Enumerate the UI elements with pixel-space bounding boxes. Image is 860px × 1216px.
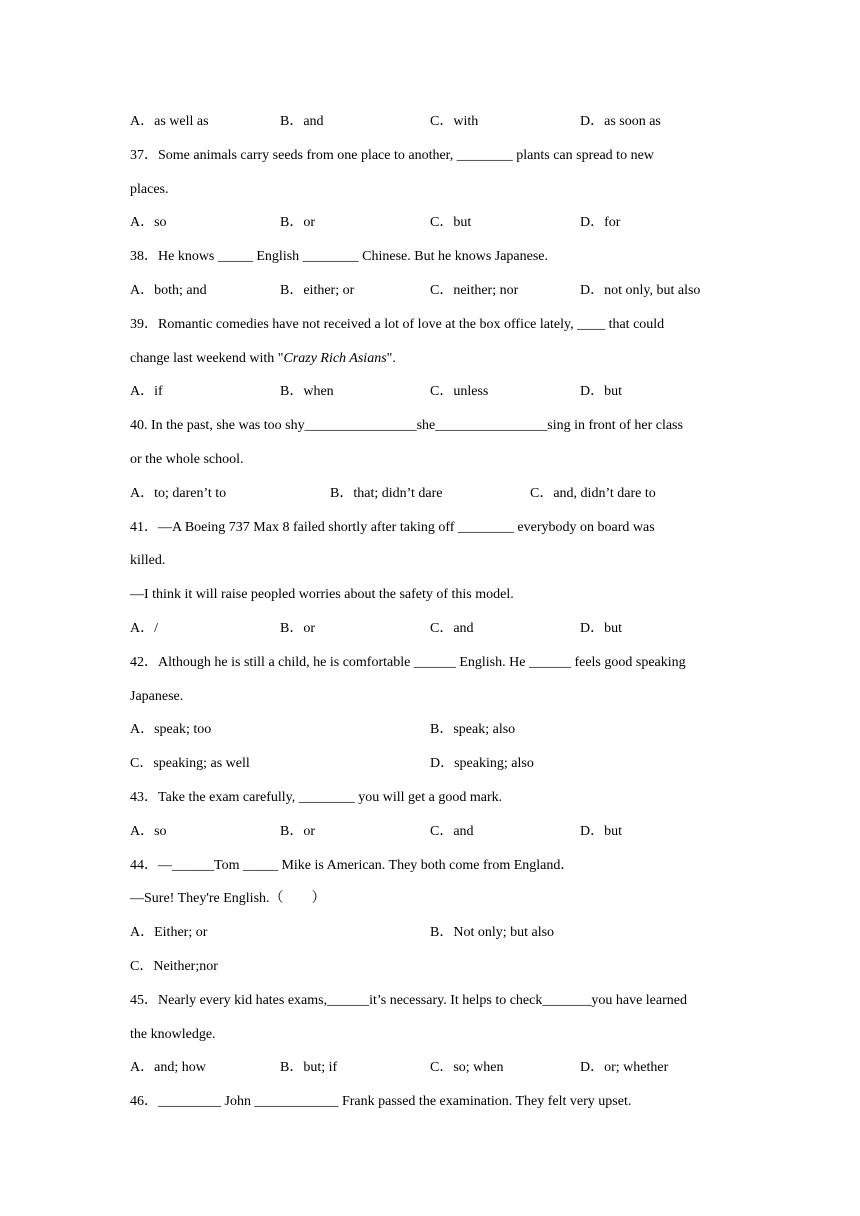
answer-option: A．and; how bbox=[130, 1060, 206, 1076]
question-text-line: places. bbox=[130, 181, 169, 197]
question-text-line: the knowledge. bbox=[130, 1026, 216, 1042]
italic-title: Crazy Rich Asians bbox=[283, 350, 387, 366]
answer-option: B．or bbox=[280, 620, 315, 636]
question-text-line: Japanese. bbox=[130, 688, 184, 704]
answer-option: C．so; when bbox=[430, 1060, 504, 1076]
question-text-line: or the whole school. bbox=[130, 451, 244, 467]
answer-options-row bbox=[130, 953, 740, 987]
answer-option: D．but bbox=[580, 620, 622, 636]
answer-options-row bbox=[130, 277, 740, 311]
answer-option: A．to; daren’t to bbox=[130, 485, 227, 501]
answer-option: D．or; whether bbox=[580, 1060, 669, 1076]
question-text-line: 38．He knows _____ English ________ Chinese. But he knows Japanese. bbox=[130, 249, 549, 265]
answer-option: D．for bbox=[580, 215, 621, 231]
answer-option: D．but bbox=[580, 384, 622, 400]
answer-option: A．so bbox=[130, 215, 167, 231]
answer-options-row bbox=[130, 716, 740, 750]
answer-option: B．Not only; but also bbox=[430, 925, 555, 941]
answer-option: B．but; if bbox=[280, 1060, 338, 1076]
answer-options-row bbox=[130, 480, 740, 514]
answer-option: C．and bbox=[430, 823, 474, 839]
question-text-line: 41．—A Boeing 737 Max 8 failed shortly after taking off ________ everybody on board was bbox=[130, 519, 655, 535]
answer-option: D．as soon as bbox=[580, 114, 661, 129]
exam-page bbox=[130, 108, 740, 1122]
answer-option: A．if bbox=[130, 384, 163, 400]
answer-option: A．both; and bbox=[130, 282, 207, 298]
answer-option: A．/ bbox=[130, 620, 158, 636]
answer-option: C．unless bbox=[430, 384, 489, 400]
answer-option: A．as well as bbox=[130, 114, 209, 129]
question-text-line: 43．Take the exam carefully, ________ you will get a good mark. bbox=[130, 789, 503, 805]
answer-option: C．and bbox=[430, 620, 474, 636]
question-text-line: 40. In the past, she was too shy________________she________________sing in front of her class bbox=[130, 418, 683, 434]
text-segment: change last weekend with " bbox=[130, 350, 284, 366]
answer-option: B．and bbox=[280, 114, 324, 129]
answer-option: B．when bbox=[280, 384, 334, 400]
answer-options-row bbox=[130, 750, 740, 784]
answer-options-row bbox=[130, 378, 740, 412]
answer-option: B．or bbox=[280, 215, 315, 231]
answer-option: C．speaking; as well bbox=[130, 756, 250, 772]
question-text-line: killed. bbox=[130, 553, 166, 569]
answer-option: B．or bbox=[280, 823, 315, 839]
answer-options-row bbox=[130, 919, 740, 953]
answer-option: D．speaking; also bbox=[430, 756, 534, 772]
answer-option: A．Either; or bbox=[130, 925, 208, 941]
question-text-line: 44．—______Tom _____ Mike is American. They both come from England． bbox=[130, 857, 575, 873]
answer-option: A．speak; too bbox=[130, 722, 212, 738]
answer-option: D．not only, but also bbox=[580, 282, 701, 298]
question-text-line: 39．Romantic comedies have not received a lot of love at the box office lately, ____ that could bbox=[130, 316, 665, 332]
answer-options-row bbox=[130, 818, 740, 852]
answer-option: C．but bbox=[430, 215, 472, 231]
answer-options-row bbox=[130, 1054, 740, 1088]
question-text-line bbox=[130, 345, 740, 379]
question-text-line: 37．Some animals carry seeds from one place to another, ________ plants can spread to new bbox=[130, 147, 654, 163]
question-text-line: —Sure! They're English.（ ） bbox=[130, 891, 326, 907]
answer-option: C．neither; nor bbox=[430, 282, 519, 298]
answer-option: C．Neither;nor bbox=[130, 958, 218, 974]
answer-option: B．speak; also bbox=[430, 722, 516, 738]
answer-options-row bbox=[130, 108, 740, 142]
text-segment: ". bbox=[386, 350, 396, 366]
question-text-line: —I think it will raise peopled worries about the safety of this model. bbox=[130, 587, 514, 603]
question-text-line: 46．_________ John ____________ Frank passed the examination. They felt very upset. bbox=[130, 1094, 632, 1110]
answer-option: C．and, didn’t dare to bbox=[530, 485, 656, 501]
answer-option: C．with bbox=[430, 114, 479, 129]
question-text-line: 42．Although he is still a child, he is comfortable ______ English. He ______ feels good speaking bbox=[130, 654, 686, 670]
question-text-line: 45．Nearly every kid hates exams,______it’s necessary. It helps to check_______you have learned bbox=[130, 992, 687, 1008]
answer-option: A．so bbox=[130, 823, 167, 839]
answer-option: B．that; didn’t dare bbox=[330, 485, 443, 501]
answer-option: B．either; or bbox=[280, 282, 355, 298]
answer-option: D．but bbox=[580, 823, 622, 839]
answer-options-row bbox=[130, 209, 740, 243]
answer-options-row bbox=[130, 615, 740, 649]
